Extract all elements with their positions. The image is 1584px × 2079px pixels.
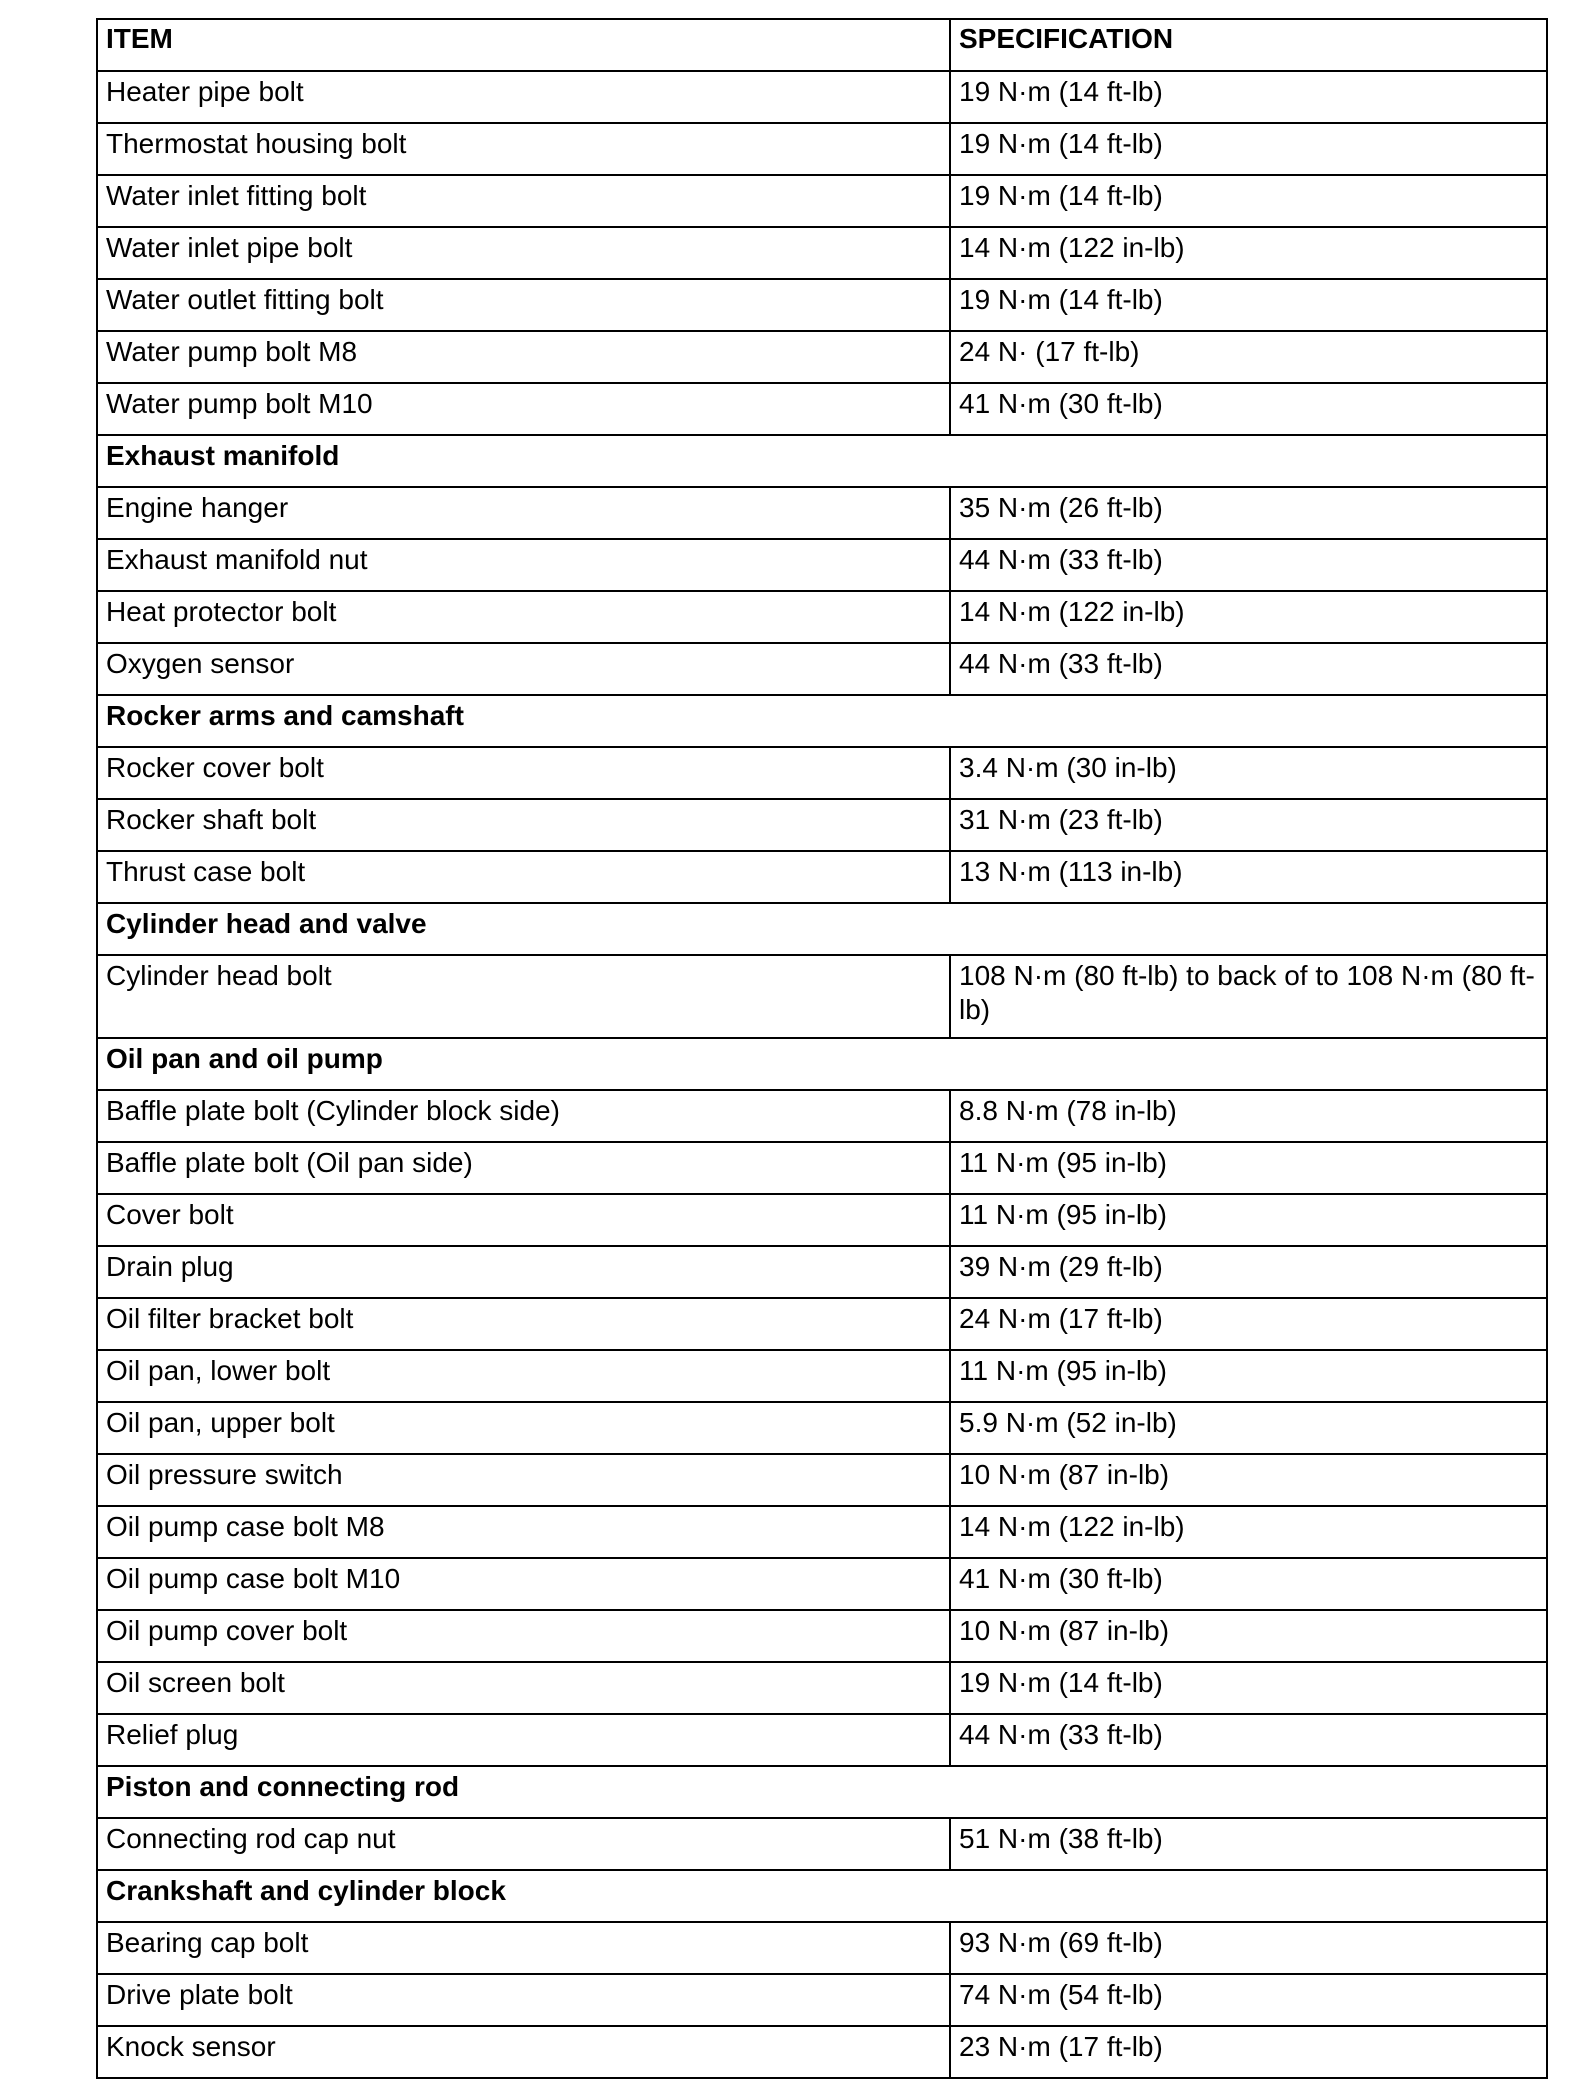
item-cell: Oil pump case bolt M8 (97, 1506, 950, 1558)
table-row (97, 1350, 1547, 1402)
item-cell: Water inlet fitting bolt (97, 175, 950, 227)
item-cell: Connecting rod cap nut (97, 1818, 950, 1870)
specification-cell: 41 N·m (30 ft-lb) (950, 383, 1547, 435)
section-header-row (97, 903, 1547, 955)
item-cell: Oxygen sensor (97, 643, 950, 695)
specification-cell: 41 N·m (30 ft-lb) (950, 1558, 1547, 1610)
item-cell: Oil pan, lower bolt (97, 1350, 950, 1402)
item-cell: Water pump bolt M10 (97, 383, 950, 435)
specification-cell: 24 N·m (17 ft-lb) (950, 1298, 1547, 1350)
table-row (97, 747, 1547, 799)
table-row (97, 1090, 1547, 1142)
table-row (97, 2026, 1547, 2078)
item-cell: Drain plug (97, 1246, 950, 1298)
item-cell: Oil pressure switch (97, 1454, 950, 1506)
item-cell: Thermostat housing bolt (97, 123, 950, 175)
specification-cell: 3.4 N·m (30 in-lb) (950, 747, 1547, 799)
table-row (97, 1506, 1547, 1558)
specification-cell: 14 N·m (122 in-lb) (950, 227, 1547, 279)
torque-specification-table (96, 18, 1548, 2079)
specification-cell: 74 N·m (54 ft-lb) (950, 1974, 1547, 2026)
section-header-row (97, 435, 1547, 487)
section-title: Exhaust manifold (97, 435, 1547, 487)
table-row (97, 331, 1547, 383)
specification-cell: 23 N·m (17 ft-lb) (950, 2026, 1547, 2078)
specification-cell: 44 N·m (33 ft-lb) (950, 1714, 1547, 1766)
section-title: Piston and connecting rod (97, 1766, 1547, 1818)
specification-cell: 44 N·m (33 ft-lb) (950, 539, 1547, 591)
item-cell: Rocker cover bolt (97, 747, 950, 799)
table-row (97, 1246, 1547, 1298)
item-cell: Water inlet pipe bolt (97, 227, 950, 279)
specification-cell: 11 N·m (95 in-lb) (950, 1194, 1547, 1246)
table-row (97, 383, 1547, 435)
table-row (97, 1922, 1547, 1974)
table-row (97, 851, 1547, 903)
header-item: ITEM (97, 19, 950, 71)
table-row (97, 1454, 1547, 1506)
section-title: Oil pan and oil pump (97, 1038, 1547, 1090)
specification-cell: 10 N·m (87 in-lb) (950, 1610, 1547, 1662)
table-row (97, 1974, 1547, 2026)
table-header-row (97, 19, 1547, 71)
specification-cell: 19 N·m (14 ft-lb) (950, 1662, 1547, 1714)
specification-cell: 19 N·m (14 ft-lb) (950, 71, 1547, 123)
table-row (97, 71, 1547, 123)
item-cell: Drive plate bolt (97, 1974, 950, 2026)
item-cell: Knock sensor (97, 2026, 950, 2078)
table-row (97, 591, 1547, 643)
specification-cell: 11 N·m (95 in-lb) (950, 1350, 1547, 1402)
item-cell: Water outlet fitting bolt (97, 279, 950, 331)
table-row (97, 1298, 1547, 1350)
specification-cell: 8.8 N·m (78 in-lb) (950, 1090, 1547, 1142)
table-body (97, 71, 1547, 2078)
header-specification: SPECIFICATION (950, 19, 1547, 71)
specification-cell: 93 N·m (69 ft-lb) (950, 1922, 1547, 1974)
item-cell: Oil pump case bolt M10 (97, 1558, 950, 1610)
item-cell: Oil filter bracket bolt (97, 1298, 950, 1350)
specification-cell: 24 N· (17 ft-lb) (950, 331, 1547, 383)
table-row (97, 1142, 1547, 1194)
specification-cell: 19 N·m (14 ft-lb) (950, 123, 1547, 175)
table-row (97, 539, 1547, 591)
table-row (97, 643, 1547, 695)
specification-cell: 10 N·m (87 in-lb) (950, 1454, 1547, 1506)
specification-cell: 13 N·m (113 in-lb) (950, 851, 1547, 903)
table-row (97, 1714, 1547, 1766)
table-row (97, 487, 1547, 539)
table-row (97, 1194, 1547, 1246)
table-row (97, 1662, 1547, 1714)
table-row (97, 1402, 1547, 1454)
item-cell: Cover bolt (97, 1194, 950, 1246)
item-cell: Bearing cap bolt (97, 1922, 950, 1974)
table-row (97, 227, 1547, 279)
item-cell: Oil screen bolt (97, 1662, 950, 1714)
item-cell: Oil pan, upper bolt (97, 1402, 950, 1454)
specification-cell: 108 N·m (80 ft-lb) to back of to 108 N·m (80 ft-lb) (950, 955, 1547, 1038)
section-header-row (97, 695, 1547, 747)
specification-cell: 44 N·m (33 ft-lb) (950, 643, 1547, 695)
item-cell: Cylinder head bolt (97, 955, 950, 1038)
specification-cell: 14 N·m (122 in-lb) (950, 591, 1547, 643)
specification-cell: 39 N·m (29 ft-lb) (950, 1246, 1547, 1298)
item-cell: Engine hanger (97, 487, 950, 539)
section-title: Cylinder head and valve (97, 903, 1547, 955)
table-row (97, 123, 1547, 175)
table-row (97, 1558, 1547, 1610)
item-cell: Water pump bolt M8 (97, 331, 950, 383)
section-title: Crankshaft and cylinder block (97, 1870, 1547, 1922)
section-title: Rocker arms and camshaft (97, 695, 1547, 747)
table-row (97, 955, 1547, 1038)
item-cell: Baffle plate bolt (Cylinder block side) (97, 1090, 950, 1142)
item-cell: Baffle plate bolt (Oil pan side) (97, 1142, 950, 1194)
section-header-row (97, 1038, 1547, 1090)
table-row (97, 1818, 1547, 1870)
specification-cell: 19 N·m (14 ft-lb) (950, 175, 1547, 227)
section-header-row (97, 1870, 1547, 1922)
specification-cell: 5.9 N·m (52 in-lb) (950, 1402, 1547, 1454)
specification-cell: 35 N·m (26 ft-lb) (950, 487, 1547, 539)
item-cell: Oil pump cover bolt (97, 1610, 950, 1662)
item-cell: Heat protector bolt (97, 591, 950, 643)
item-cell: Heater pipe bolt (97, 71, 950, 123)
table-row (97, 175, 1547, 227)
item-cell: Relief plug (97, 1714, 950, 1766)
specification-cell: 51 N·m (38 ft-lb) (950, 1818, 1547, 1870)
table-row (97, 1610, 1547, 1662)
item-cell: Rocker shaft bolt (97, 799, 950, 851)
item-cell: Exhaust manifold nut (97, 539, 950, 591)
table-row (97, 279, 1547, 331)
item-cell: Thrust case bolt (97, 851, 950, 903)
specification-cell: 11 N·m (95 in-lb) (950, 1142, 1547, 1194)
section-header-row (97, 1766, 1547, 1818)
table-row (97, 799, 1547, 851)
specification-cell: 14 N·m (122 in-lb) (950, 1506, 1547, 1558)
specification-cell: 31 N·m (23 ft-lb) (950, 799, 1547, 851)
specification-cell: 19 N·m (14 ft-lb) (950, 279, 1547, 331)
